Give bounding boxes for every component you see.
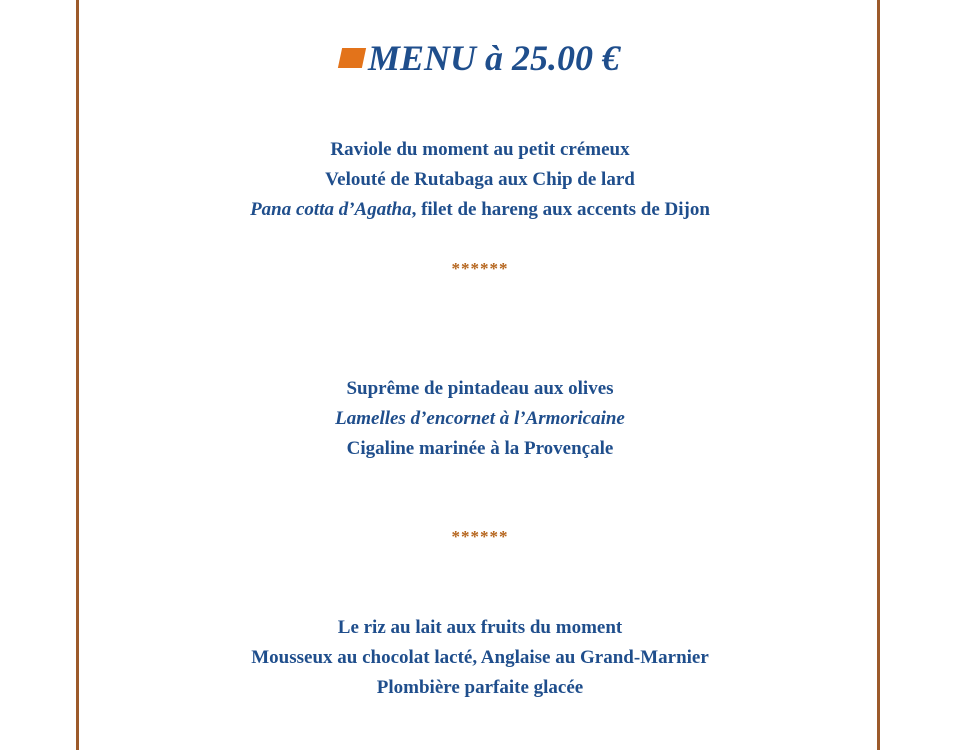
starter-item bbox=[0, 195, 960, 225]
main-item: Lamelles d’encornet à l’Armoricaine bbox=[335, 408, 625, 429]
square-bullet-icon bbox=[338, 48, 366, 68]
mains-section bbox=[0, 374, 960, 464]
menu-title-text: MENU à bbox=[367, 38, 504, 78]
menu-title bbox=[0, 36, 960, 80]
starters-section bbox=[0, 135, 960, 225]
starter-item: Raviole du moment au petit crémeux bbox=[330, 139, 630, 160]
dessert-item: Le riz au lait aux fruits du moment bbox=[337, 617, 623, 638]
starter-item: Velouté de Rutabaga aux Chip de lard bbox=[325, 169, 635, 190]
course-separator: ****** bbox=[451, 527, 509, 546]
dessert-item: Plombière parfaite glacée bbox=[376, 677, 584, 698]
main-item: Cigaline marinée à la Provençale bbox=[346, 438, 614, 459]
menu-price: 25.00 € bbox=[512, 38, 621, 78]
starter-item-rest: , filet de hareng aux accents de Dijon bbox=[411, 199, 710, 220]
starter-item-italic: Pana cotta d’Agatha bbox=[250, 199, 412, 220]
main-item: Suprême de pintadeau aux olives bbox=[346, 378, 614, 399]
desserts-section bbox=[0, 613, 960, 703]
course-separator: ****** bbox=[451, 259, 509, 278]
dessert-item: Mousseux au chocolat lacté, Anglaise au Grand-Marnier bbox=[251, 647, 709, 668]
